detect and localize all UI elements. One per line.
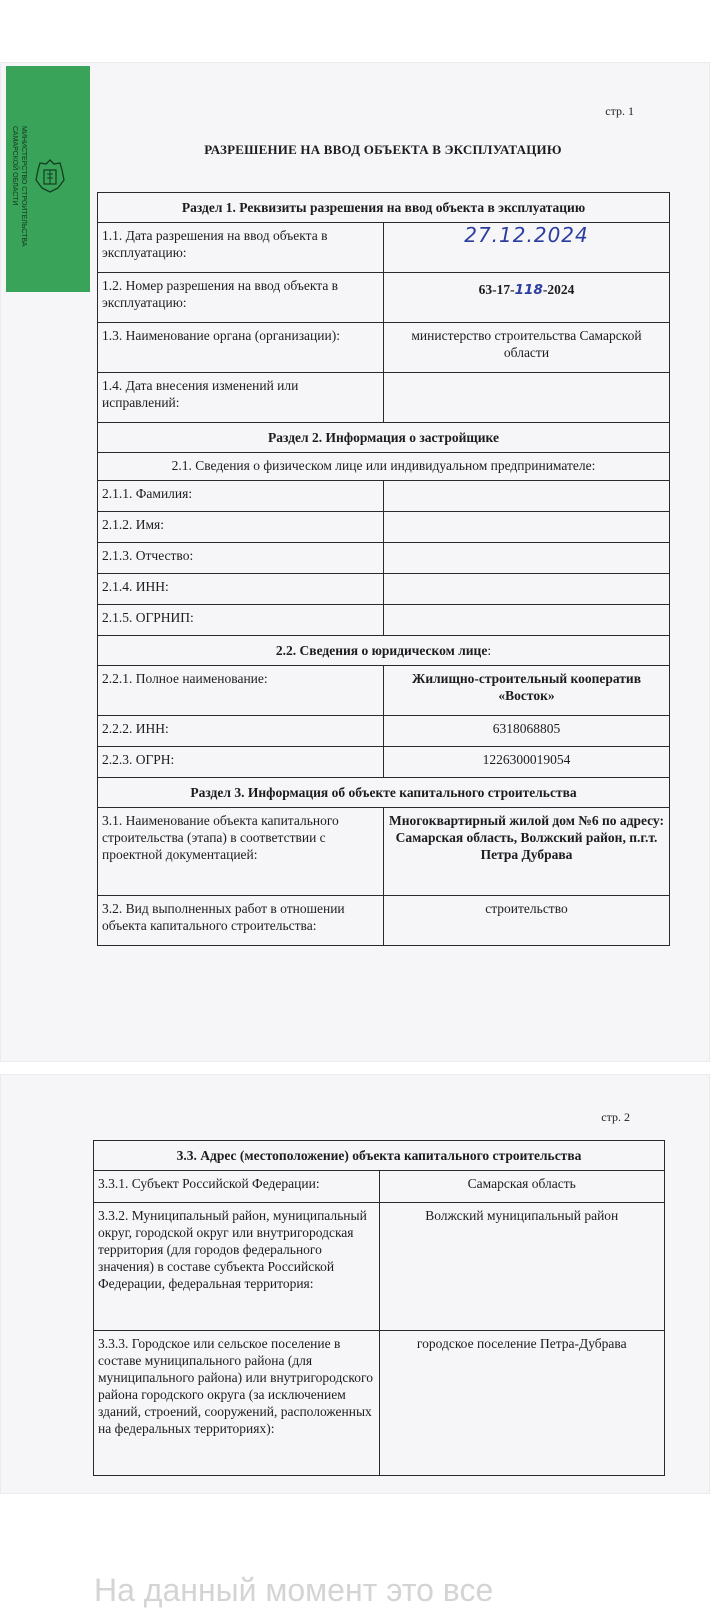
field-label: 2.1.5. ОГРНИП:: [98, 605, 384, 636]
handwritten-date: 27.12.2024: [464, 223, 589, 247]
permit-number-prefix: 63-17-: [478, 282, 515, 297]
field-value: Жилищно-строительный кооператив «Восток»: [384, 666, 670, 716]
section-2-heading: Раздел 2. Информация о застройщике: [98, 423, 670, 453]
document-page-1: [0, 62, 710, 1062]
field-label: 3.1. Наименование объекта капитального строительства (этапа) в соответствии с проектной документацией:: [98, 808, 384, 896]
table-row: [98, 605, 670, 636]
table-row: [94, 1171, 665, 1203]
field-value: [384, 373, 670, 423]
table-row: [98, 373, 670, 423]
field-value: Самарская область: [379, 1171, 665, 1203]
field-value: [384, 512, 670, 543]
subsection-heading-text: 2.2. Сведения о юридическом лице: [275, 643, 488, 658]
field-label: 1.2. Номер разрешения на ввод объекта в эксплуатацию:: [98, 273, 384, 323]
ministry-stamp: [6, 66, 90, 292]
table-row: [98, 512, 670, 543]
field-value: строительство: [384, 896, 670, 946]
table-row: [94, 1331, 665, 1476]
section-1-heading: Раздел 1. Реквизиты разрешения на ввод объекта в эксплуатацию: [98, 193, 670, 223]
table-row: [98, 223, 670, 273]
field-value: 6318068805: [384, 716, 670, 747]
permit-number-suffix: -2024: [542, 282, 575, 297]
table-row: [98, 323, 670, 373]
subsection-heading: [98, 636, 670, 666]
field-label: 1.1. Дата разрешения на ввод объекта в эксплуатацию:: [98, 223, 384, 273]
stamp-line-2: САМАРСКОЙ ОБЛАСТИ: [11, 126, 18, 206]
section-3-heading: Раздел 3. Информация об объекте капитального строительства: [98, 778, 670, 808]
field-value: Многоквартирный жилой дом №6 по адресу: Самарская область, Волжский район, п.г.т. Петра Дубрава: [384, 808, 670, 896]
table-row: [98, 747, 670, 778]
permit-number-handwritten: 118: [514, 282, 543, 298]
field-value: [384, 543, 670, 574]
table-row: [98, 636, 670, 666]
stamp-text: [10, 126, 28, 247]
field-label: 3.2. Вид выполненных работ в отношении объекта капитального строительства:: [98, 896, 384, 946]
table-row: [98, 574, 670, 605]
field-value: 1226300019054: [384, 747, 670, 778]
field-label: 2.1.4. ИНН:: [98, 574, 384, 605]
field-label: 2.2.3. ОГРН:: [98, 747, 384, 778]
table-row: [98, 543, 670, 574]
field-label: 3.3.3. Городское или сельское поселение в составе муниципального района (для муниципального района) или внутригородского района городского округа (за исключением зданий, строений, сооружений, расположенных на федеральных территориях):: [94, 1331, 380, 1476]
field-value: городское поселение Петра-Дубрава: [379, 1331, 665, 1476]
field-value: [384, 574, 670, 605]
footer-text: На данный момент это все: [94, 1572, 494, 1608]
page-number: стр. 2: [601, 1110, 630, 1124]
table-row: [98, 666, 670, 716]
table-row: [98, 423, 670, 453]
permit-table: [97, 192, 670, 946]
field-value: [384, 223, 670, 273]
table-row: [98, 481, 670, 512]
field-label: 2.2.1. Полное наименование:: [98, 666, 384, 716]
table-row: [98, 896, 670, 946]
document-title: РАЗРЕШЕНИЕ НА ВВОД ОБЪЕКТА В ЭКСПЛУАТАЦИЮ: [204, 142, 562, 157]
stamp-line-1: МИНИСТЕРСТВО СТРОИТЕЛЬСТВА: [20, 126, 27, 247]
field-label: 2.1.1. Фамилия:: [98, 481, 384, 512]
subsection-heading: 2.1. Сведения о физическом лице или индивидуальном предпринимателе:: [98, 453, 670, 481]
table-row: [98, 453, 670, 481]
table-row: [98, 778, 670, 808]
table-row: [98, 193, 670, 223]
subsection-heading-colon: :: [487, 643, 492, 658]
table-row: [98, 273, 670, 323]
table-row: [98, 808, 670, 896]
field-value: [384, 481, 670, 512]
permit-number: [384, 273, 670, 323]
field-label: 2.2.2. ИНН:: [98, 716, 384, 747]
table-row: [94, 1203, 665, 1331]
field-value: [384, 605, 670, 636]
table-row: [98, 716, 670, 747]
field-label: 2.1.2. Имя:: [98, 512, 384, 543]
field-label: 1.3. Наименование органа (организации):: [98, 323, 384, 373]
address-table: [93, 1140, 665, 1476]
table-row: [94, 1141, 665, 1171]
field-label: 2.1.3. Отчество:: [98, 543, 384, 574]
section-3-3-heading: 3.3. Адрес (местоположение) объекта капитального строительства: [94, 1141, 665, 1171]
coat-of-arms-icon: [34, 158, 66, 194]
page-number: стр. 1: [605, 104, 634, 118]
document-page-2: [0, 1074, 710, 1494]
field-label: 3.3.2. Муниципальный район, муниципальный округ, городской округ или внутригородская территория (для городов федерального значения) в составе субъекта Российской Федерации, федеральная территория:: [94, 1203, 380, 1331]
field-label: 3.3.1. Субъект Российской Федерации:: [94, 1171, 380, 1203]
field-value: Волжский муниципальный район: [379, 1203, 665, 1331]
field-label: 1.4. Дата внесения изменений или исправлений:: [98, 373, 384, 423]
field-value: министерство строительства Самарской области: [384, 323, 670, 373]
